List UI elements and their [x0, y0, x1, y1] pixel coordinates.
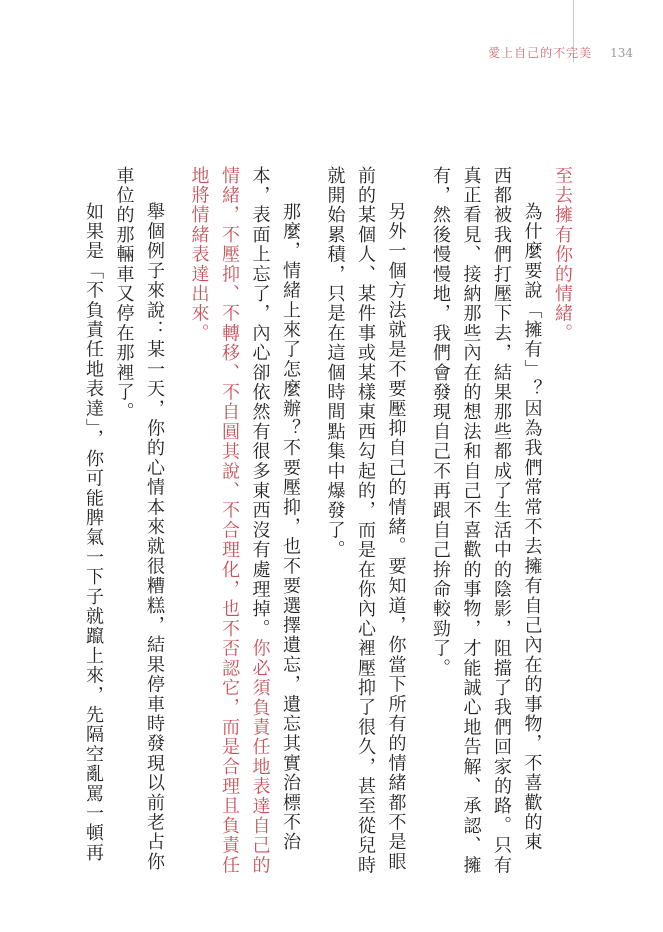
paragraph-gap — [411, 166, 425, 856]
book-title: 愛上自己的不完美 — [488, 46, 593, 60]
paragraph-line: 舉個例子來說：某一天，你的心情本來就很糟糕，結果停車時發現以前老占你 — [144, 202, 165, 872]
paragraph-line: 有，然後慢慢地，我們會發現自己不再跟自己拚命較勁了。 — [430, 166, 451, 679]
paragraph-gap — [169, 166, 183, 856]
paragraph-line: 如果是「不負責任地表達」，你可能脾氣一下子就躥上來，先隔空亂罵一頓再 — [83, 202, 104, 863]
paragraph-text: 本，表面上忘了，內心卻依然有很多東西沒有處理掉。 — [249, 166, 271, 639]
paragraph-line: 另外一個方法就是不要壓抑自己的情緒。要知道，你當下所有的情緒都不是眼 — [385, 202, 407, 872]
running-header — [488, 44, 633, 61]
paragraph-line: 真正看見、接納那些內在的想法和自己不喜歡的事物，才能誠心地告解、承認、擁 — [460, 166, 482, 876]
emphasis-text: 你必須負責任地表達自己的 — [249, 638, 271, 876]
emphasis-line: 情緒，不壓抑、不轉移、不自圓其說、不合理化，也不否認它，而是合理且負責任 — [219, 166, 240, 876]
section-heading: 至去擁有你的情緒。 — [552, 166, 573, 344]
paragraph-line — [244, 166, 275, 876]
emphasis-line: 地將情緒表達出來。 — [188, 166, 210, 344]
paragraph-line: 那麼，情緒上來了怎麼辦？不要壓抑，也不要選擇遺忘，遺忘其實治標不治 — [280, 202, 301, 853]
paragraph-line: 為什麼要說「擁有」？因為我們常常不去擁有自己內在的事物，不喜歡的東 — [521, 202, 543, 853]
body-text — [78, 166, 578, 876]
paragraph-gap — [305, 166, 319, 856]
paragraph-line: 就開始累積，只是在這個時間點集中爆發了。 — [324, 166, 346, 560]
page-number: 134 — [610, 45, 633, 60]
paragraph-line: 前的某個人、某件事或某樣東西勾起的，而是在你內心裡壓抑了很久，甚至從兒時 — [355, 166, 376, 876]
paragraph-line: 西都被我們打壓下去，結果那些都成了生活中的陰影，阻擋了我們回家的路。只有 — [491, 166, 512, 876]
paragraph-line: 車位的那輛車又停在那裡了。 — [113, 166, 135, 423]
